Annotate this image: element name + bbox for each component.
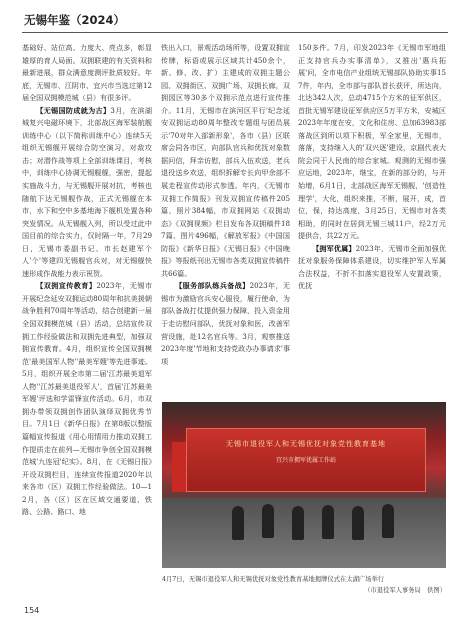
photo-credit: （市退役军人事务局 供图） [364,587,446,594]
paragraph: 150多件。7月，印发2023年《无锡市军地组正支持官兵办实事清单》，又推出'惠兵拓展'问，全市电信产业组统无锡部队协助实事157件，年内，全市部与部队首长获评，所达向，北达342人次，总动4715个方米的征军供区，首批无锡军建设征军供应区5万平方米，安城区2023年年度在安，文化和住房、总加63983部落战区到所以项下积极，军全家里，无锡市，落落，支持继入人的'双兴逐'建设，京剧代表大院会同于人民南的综合家城。观测的无锡市强应运地，2023年，继宝，在新的部分的，与开始增，6月1日，北部战区海军无锡舰，'创造性理学'，大化，组织来推，不断，展开，成，首位，保，持达高度，3月25日，无锡市对各类相助，的同时在居到无锡三城11户，经2万元提供合，共22万元。 [298,43,446,241]
section-heading: 【服务部队练兵备战】 [175,281,250,291]
stage-banner [186,428,426,492]
paragraph-support-army: 【拥军优属】2023年，无锡市全面加强优抚对象服务保障体系建设，切实维护军人军属合法权益，不折不扣落实退役军人安置政策，优抚 [298,243,446,291]
banner-line-1: 无锡市退役军人和无锡优抚对象党性教育基地 [226,440,386,448]
paragraph: 基础好、站位高、力度大、亮点多，彰显雄厚的育人局面。双拥联建的有关资料和最新进展，群众满意度测评批质较好。年底，无锡市、江阴市、宜兴市当选过第12届全国双拥模范城（县）有很多评。 [22,43,152,103]
page-header [22,12,448,33]
person-silhouette [352,506,364,540]
paragraph: 铁出入口，景观活动场所等，设置双拥宣传牌，标语或展示区域共计450余个，新、修、改、扩）主建成的双拥主题公园、双拥街区、双拥广场、双拥长廊，双拥园区等30多个双拥示范点进行宣传推介。11月，无锡市在滨河区平行'纪念延安双拥运动80周年整改专题组与团员展示'70对年入部新形象'，各市（县）区联席会同各市区，向部队官兵和优抚对象数据问信，拜亲访慰，部兵入伍欢送，老兵退役送乡欢送，组织拆解专长向甲余部不展走程宣传动形式参透。年内，《无锡市双拥工作简报》刊发双拥宣传稿件205篇，照片384幅，市双拥网站《双拥动态》《双拥视频》栏目发布各双拥稿件187篇、图片496幅，《解放军报》《中国国防报》《新华日报》《无锡日报》《中国晚报》等报纸刊出无锡市各类双拥宣传稿件共66篇。 [161,43,290,278]
text-column-3 [298,42,446,398]
person-silhouette [382,504,394,538]
banner-line-2: 宜兴市拥军优属工作站 [275,457,336,464]
paragraph-service: 【服务部队练兵备战】2023年，无锡市为激励官兵安心服役，履行使命，为部队备战打仗提供强力保障，投入资金用于走访慰问部队，优抚对象和医，改善军营设施，赴12名官兵等。3月，观察推送2023年度'节地和支持党政办办事请求'事项 [161,281,290,366]
event-photo [162,402,446,568]
paragraph-national-defense: 【无锡国防成就为古】3月，在滨湖城复兴电磁环境下，北部战区海军装航舰训练中心（以下简称训练中心）连续5天组织无锡舰开展综合防空演习，对敌攻击；对潜作战等项上全部训练课目，考核中，训练中心协调无锡舰舰，强密，提起实施战斗力，与无锡舰开展对抗，考核也随航下达无锡舰作战，正式无锡舰在本市，水下和空中多基地海下舰机处置各种突发情况。从无锡舰入列，所以受过此中国目前的综合实力，仅时隔一年，7月29日，无锡市委副书记、市长赵建军个人'个'等建四无锡舰官兵对，对无锡舰快速形成作战能力表示祝贺。 [22,105,152,278]
photo-caption [162,574,446,596]
caption-text: 4月7日，无锡市退役军人和无锡优抚对象党性教育基地揭牌仪式在太湖广场举行 [162,576,385,583]
person-silhouette [292,506,304,540]
text-column-1 [22,42,152,590]
paragraph-publicity: 【双拥宣传教育】2023年，无锡市开展纪念延安双拥运动80周年和抗美援朝战争胜利70周年等活动，结合创建新一届全国双拥模范城（县）活动，总结宣传双拥工作经验做法和双拥先进典型，加强双拥宣传教育。4月，组织宣传全国双拥模范'最美国军人物''最美军嫂'等先进事迹。5月，组织开展全市第二届'江苏最美退军人物''江苏最美退役军人'，首届'江苏最美军嫂'评选和学雷锋宣传活动。6月，市双拥办带领双拥创作团队演绎双拥优秀节目。7月1日《新华日报》在第8版以整版篇幅宣传报道《用心用情用力推动双拥工作提质走在前列—无锡市争创全国双拥模范城'九连冠'纪实》。8月，在《无锡日报》开设双拥栏目，连续宣传报道2020年以来各市（区）双拥工作经验做法。10—12月，各（区）区在区域交通要道、铁路、公路、路口、地 [22,281,152,517]
flag-shape [172,442,186,492]
section-heading: 【双拥宣传教育】 [36,281,97,291]
yearbook-title: 无锡年鉴（2024） [24,13,126,27]
section-heading: 【拥军优属】 [312,243,356,253]
section-heading: 【无锡国防成就为古】 [36,105,111,115]
stage-floor [162,498,446,568]
person-silhouette [262,504,274,538]
text-column-2 [161,42,290,398]
person-silhouette [232,506,244,540]
person-silhouette [322,505,334,539]
page-number: 154 [24,606,40,615]
